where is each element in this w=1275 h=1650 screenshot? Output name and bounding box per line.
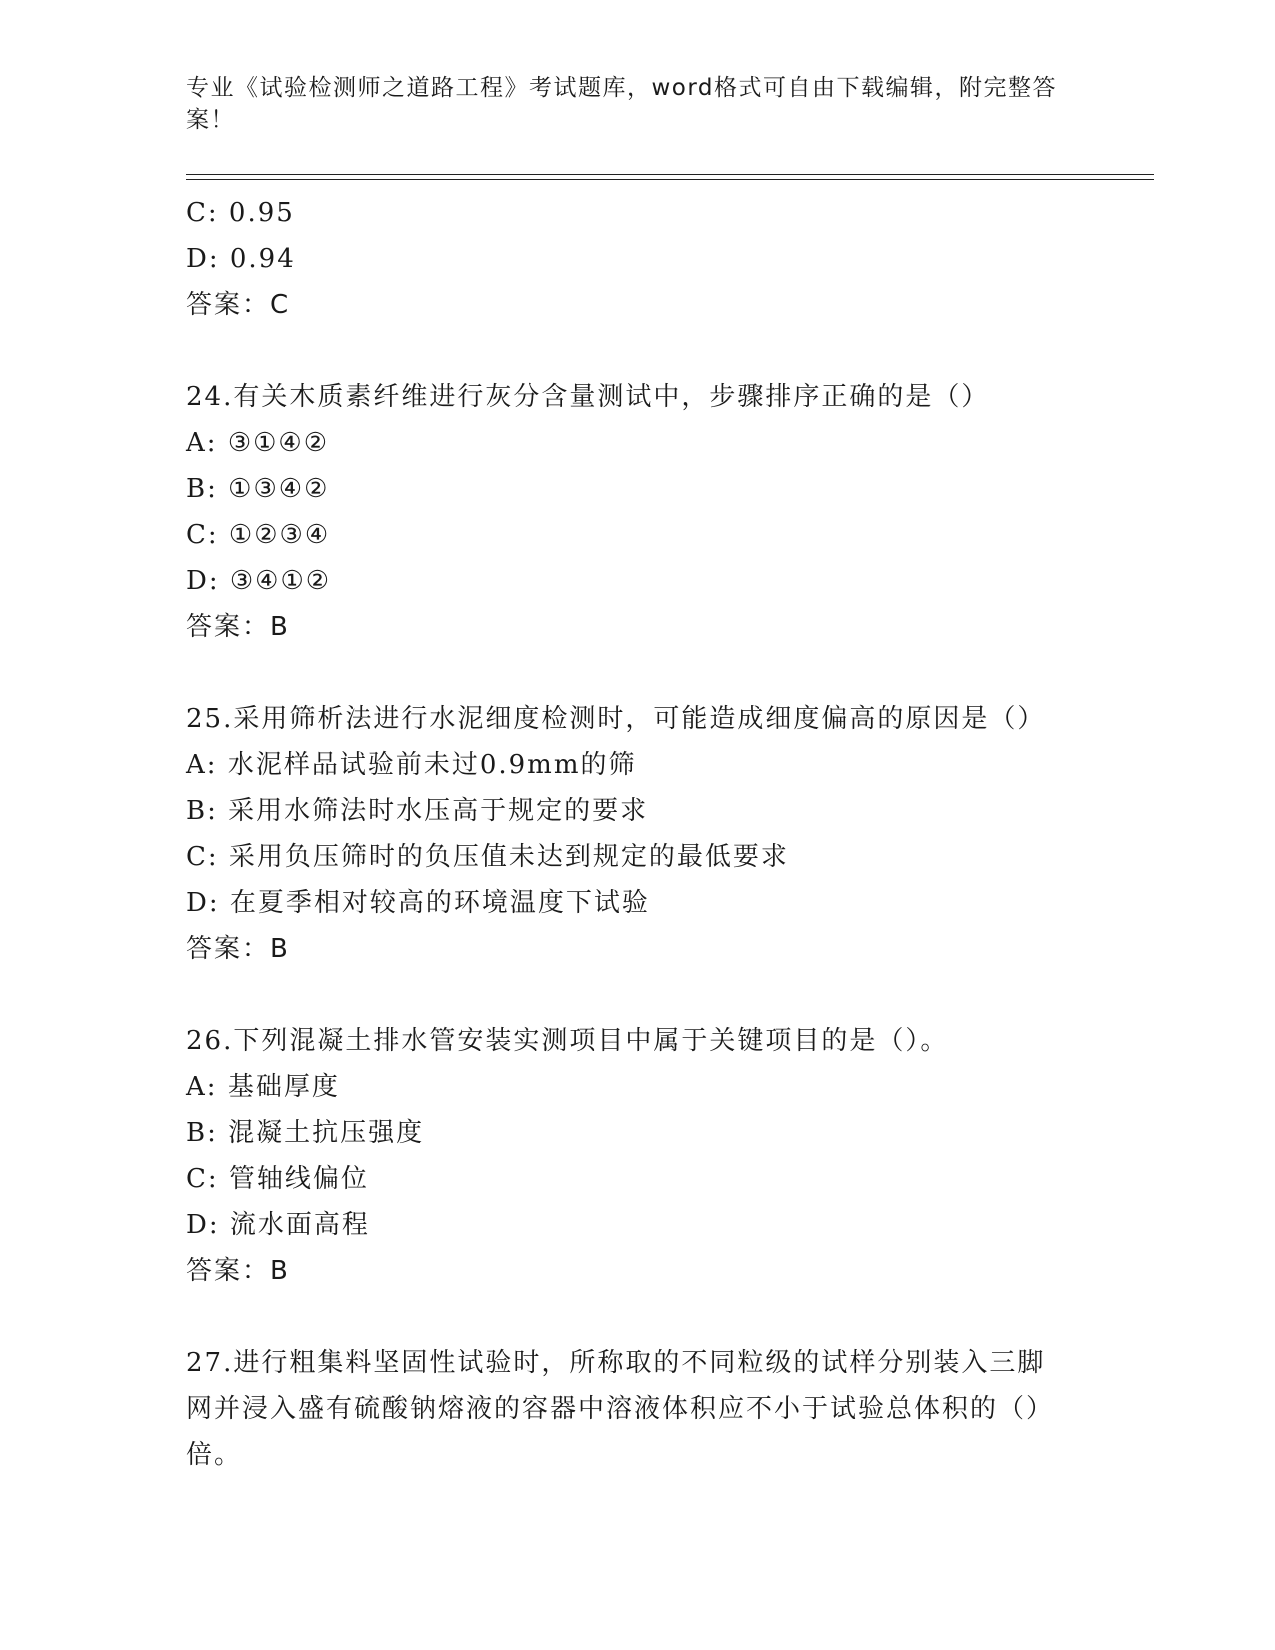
option-label: C: [186, 1164, 219, 1194]
option-text: 0.95 [228, 198, 295, 228]
option-text: ①②③④ [228, 520, 331, 550]
option-text: ①③④② [228, 474, 330, 504]
spacer [186, 650, 1086, 696]
option-b [186, 466, 1086, 512]
option-c [186, 190, 1086, 236]
option-label: A: [186, 428, 218, 458]
option-d [186, 558, 1086, 604]
spacer [186, 1294, 1086, 1340]
answer-line: 答案：B [186, 934, 290, 964]
option-text: 流水面高程 [229, 1210, 370, 1240]
option-c [186, 834, 1086, 880]
option-a [186, 742, 1086, 788]
option-a [186, 420, 1086, 466]
page-header: 专业《试验检测师之道路工程》考试题库，word格式可自由下载编辑，附完整答案！ [186, 75, 1058, 133]
option-text: 采用负压筛时的负压值未达到规定的最低要求 [228, 842, 789, 872]
option-c [186, 1156, 1086, 1202]
option-c [186, 512, 1086, 558]
option-label: C: [186, 198, 219, 228]
option-text: ③①④② [227, 428, 330, 458]
question-27: 27.进行粗集料坚固性试验时，所称取的不同粒级的试样分别装入三脚网并浸入盛有硫酸钠熔液的容器中溶液体积应不小于试验总体积的（）倍。 [186, 1348, 1055, 1470]
answer-line: 答案：B [186, 612, 290, 642]
option-text: 基础厚度 [227, 1072, 340, 1102]
option-a [186, 1064, 1086, 1110]
option-text: 在夏季相对较高的环境温度下试验 [229, 888, 650, 918]
option-label: A: [186, 750, 218, 780]
option-label: D: [186, 566, 220, 596]
header-divider-top [186, 174, 1154, 175]
question-24: 24.有关木质素纤维进行灰分含量测试中，步骤排序正确的是（） [186, 382, 990, 412]
option-d [186, 236, 1086, 282]
option-label: B: [186, 1118, 218, 1148]
answer-line: 答案：B [186, 1256, 290, 1286]
option-label: C: [186, 520, 219, 550]
spacer [186, 328, 1086, 374]
option-d [186, 1202, 1086, 1248]
option-label: D: [186, 244, 220, 274]
option-d [186, 880, 1086, 926]
option-label: A: [186, 1072, 218, 1102]
option-label: D: [186, 888, 220, 918]
option-text: 管轴线偏位 [228, 1164, 369, 1194]
option-text: 混凝土抗压强度 [228, 1118, 425, 1148]
question-26: 26.下列混凝土排水管安装实测项目中属于关键项目的是（）。 [186, 1026, 949, 1056]
option-label: C: [186, 842, 219, 872]
question-content [186, 190, 1086, 1478]
option-b [186, 788, 1086, 834]
option-label: D: [186, 1210, 220, 1240]
answer-line: 答案：C [186, 290, 291, 320]
option-text: 0.94 [229, 244, 296, 274]
header-divider-bottom [186, 179, 1154, 180]
option-b [186, 1110, 1086, 1156]
option-label: B: [186, 474, 218, 504]
question-25: 25.采用筛析法进行水泥细度检测时，可能造成细度偏高的原因是（） [186, 704, 1046, 734]
option-label: B: [186, 796, 218, 826]
spacer [186, 972, 1086, 1018]
option-text: 采用水筛法时水压高于规定的要求 [228, 796, 649, 826]
option-text: 水泥样品试验前未过0.9mm的筛 [227, 750, 637, 780]
option-text: ③④①② [229, 566, 332, 596]
